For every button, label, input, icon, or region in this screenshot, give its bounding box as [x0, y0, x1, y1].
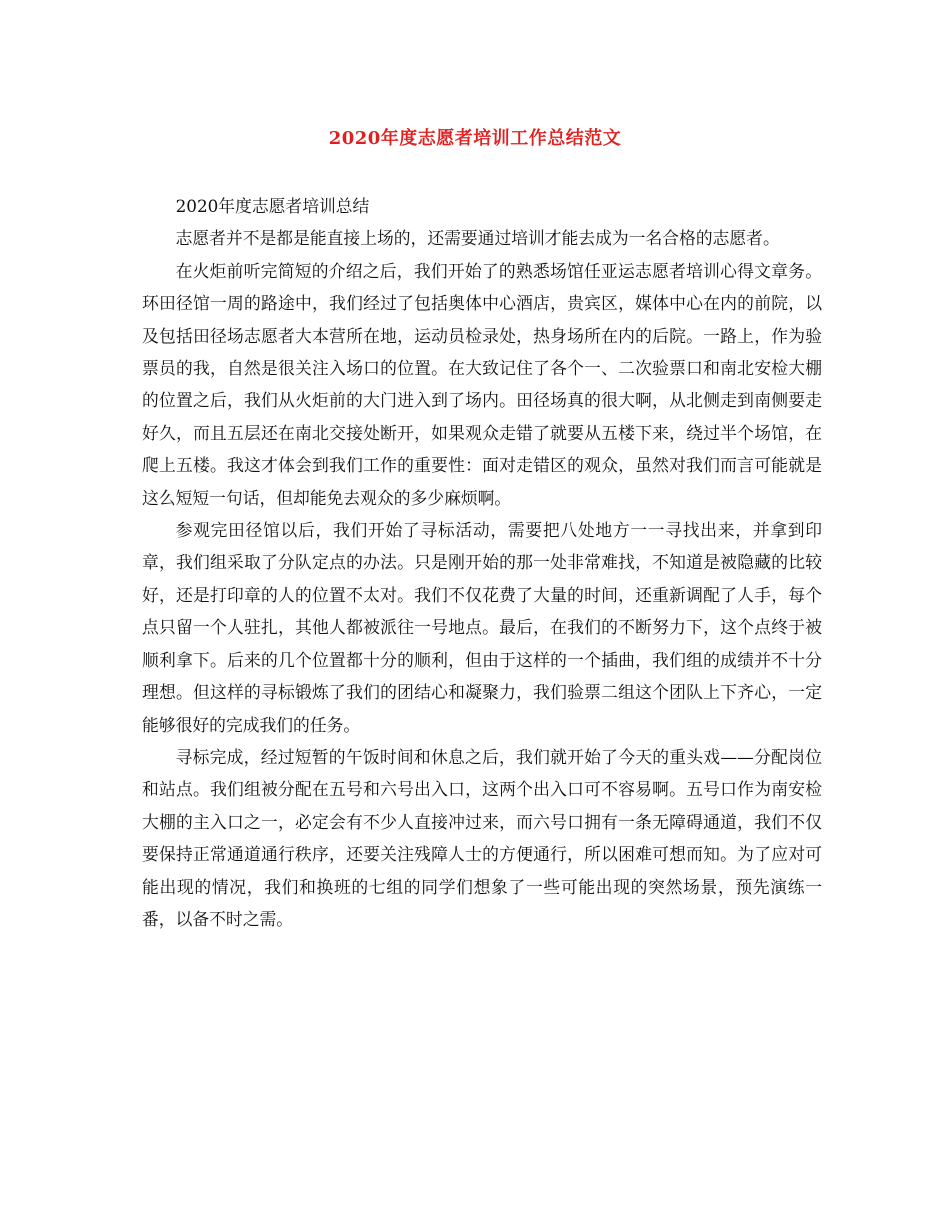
- paragraph-2: 在火炬前听完简短的介绍之后，我们开始了的熟悉场馆任亚运志愿者培训心得文章务。环田径馆一周的路途中，我们经过了包括奥体中心酒店，贵宾区，媒体中心在内的前院，以及包括田径场志愿者大本营所在地，运动员检录处，热身场所在内的后院。一路上，作为验票员的我，自然是很关注入场口的位置。在大致记住了各个一、二次验票口和南北安检大棚的位置之后，我们从火炬前的大门进入到了场内。田径场真的很大啊，从北侧走到南侧要走好久，而且五层还在南北交接处断开，如果观众走错了就要从五楼下来，绕过半个场馆，在爬上五楼。我这才体会到我们工作的重要性：面对走错区的观众，虽然对我们而言可能就是这么短短一句话，但却能免去观众的多少麻烦啊。: [142, 260, 822, 508]
- paragraph-4: 寻标完成，经过短暂的午饭时间和休息之后，我们就开始了今天的重头戏——分配岗位和站点。我们组被分配在五号和六号出入口，这两个出入口可不容易啊。五号口作为南安检大棚的主入口之一，必定会有不少人直接冲过来，而六号口拥有一条无障碍通道，我们不仅要保持正常通道通行秩序，还要关注残障人士的方便通行，所以困难可想而知。为了应对可能出现的情况，我们和换班的七组的同学们想象了一些可能出现的突然场景，预先演练一番，以备不时之需。: [142, 746, 822, 929]
- document-subtitle: 2020年度志愿者培训总结: [175, 196, 370, 216]
- paragraph-3: 参观完田径馆以后，我们开始了寻标活动，需要把八处地方一一寻找出来，并拿到印章，我们组采取了分队定点的办法。只是刚开始的那一处非常难找，不知道是被隐藏的比较好，还是打印章的人的位置不太对。我们不仅花费了大量的时间，还重新调配了人手，每个点只留一个人驻扎，其他人都被派往一号地点。最后，在我们的不断努力下，这个点终于被顺利拿下。后来的几个位置都十分的顺利，但由于这样的一个插曲，我们组的成绩并不十分理想。但这样的寻标锻炼了我们的团结心和凝聚力，我们验票二组这个团队上下齐心，一定能够很好的完成我们的任务。: [142, 520, 822, 735]
- document-body: [142, 190, 822, 935]
- document-title: 2020年度志愿者培训工作总结范文: [328, 128, 622, 149]
- paragraph-1: 志愿者并不是都是能直接上场的，还需要通过培训才能去成为一名合格的志愿者。: [175, 228, 780, 249]
